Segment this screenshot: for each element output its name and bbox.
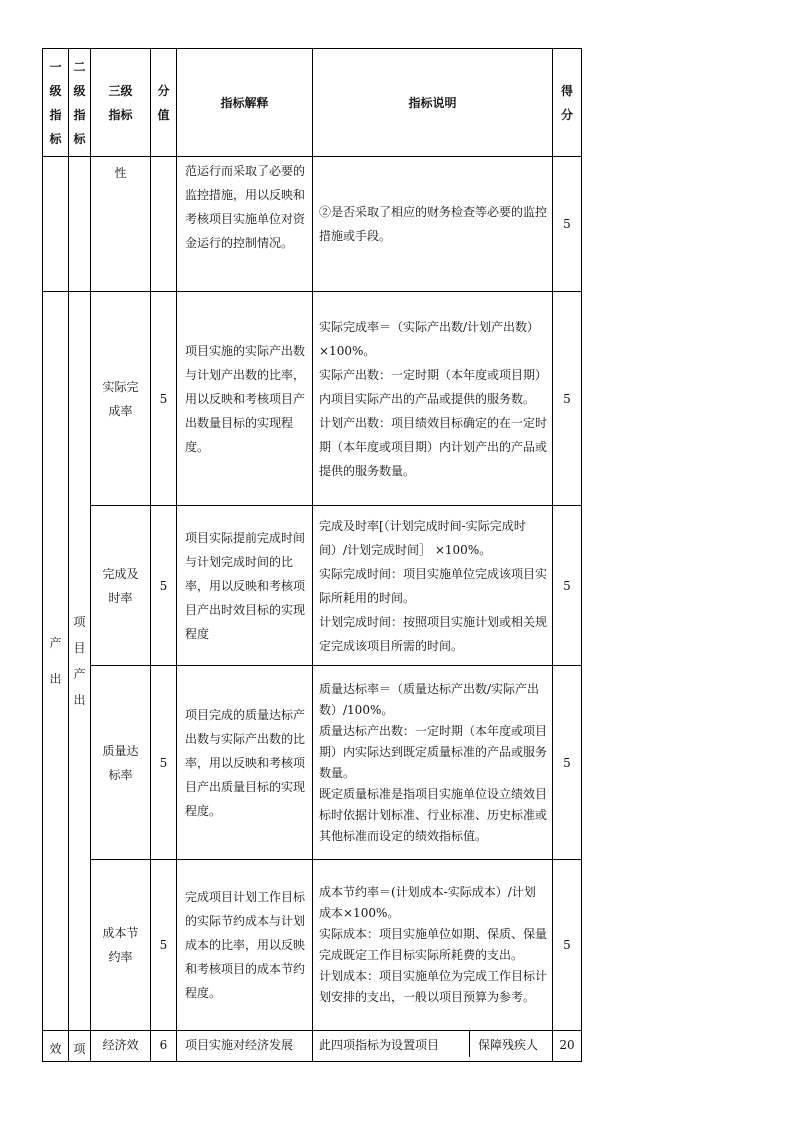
explanation-cell: 项目实际提前完成时间与计划完成时间的比率，用以反映和考核项目产出时效目标的实现程度 — [177, 506, 313, 666]
header-level2: 二级指标 — [69, 49, 91, 157]
score-cell: 5 — [553, 666, 582, 860]
description-part-a: 此四项指标为设置项目 — [313, 1031, 470, 1057]
points-cell — [151, 157, 177, 292]
description-cell: ②是否采取了相应的财务检查等必要的监控措施或手段。 — [313, 157, 553, 292]
explanation-cell: 项目实施的实际产出数与计划产出数的比率，用以反映和考核项目产出数量目标的实现程度。 — [177, 292, 313, 506]
score-cell: 5 — [553, 506, 582, 666]
indicator-table — [42, 48, 582, 1062]
header-row — [43, 49, 582, 157]
header-level3: 三级指标 — [91, 49, 151, 157]
level2-cell: 项目产出 — [69, 292, 91, 1031]
table-row — [43, 506, 582, 666]
level2-cell: 项 — [69, 1031, 91, 1062]
points-cell: 5 — [151, 666, 177, 860]
header-score: 得分 — [553, 49, 582, 157]
explanation-cell: 完成项目计划工作目标的实际节约成本与计划成本的比率，用以反映和考核项目的成本节约程度。 — [177, 860, 313, 1031]
level3-cell: 成本节约率 — [91, 860, 151, 1031]
explanation-cell: 范运行而采取了必要的监控措施，用以反映和考核项目实施单位对资金运行的控制情况。 — [177, 157, 313, 292]
explanation-cell: 项目实施对经济发展 — [177, 1031, 313, 1062]
level3-cell: 经济效 — [91, 1031, 151, 1062]
points-cell: 5 — [151, 860, 177, 1031]
table-row — [43, 860, 582, 1031]
description-cell: 实际完成率＝（实际产出数/计划产出数）×100%。 实际产出数：一定时期（本年度或项目期）内项目实际产出的产品或提供的服务数。 计划产出数：项目绩效目标确定的在一定时期（本年度或项目期）内计划产出的产品或提供的服务数量。 — [313, 292, 553, 506]
description-split — [313, 1031, 552, 1057]
score-cell: 5 — [553, 860, 582, 1031]
level3-cell: 完成及时率 — [91, 506, 151, 666]
description-cell: 成本节约率＝(计划成本-实际成本）/计划成本×100%。 实际成本：项目实施单位如期、保质、保量完成既定工作目标实际所耗费的支出。 计划成本：项目实施单位为完成工作目标计划安排的支出，一般以项目预算为参考。 — [313, 860, 553, 1031]
points-cell: 6 — [151, 1031, 177, 1062]
description-cell — [313, 1031, 553, 1062]
table-row — [43, 1031, 582, 1062]
description-cell: 完成及时率[（计划完成时间-实际完成时间）/计划完成时间］ ×100%。 实际完成时间：项目实施单位完成该项目实际所耗用的时间。 计划完成时间：按照项目实施计划或相关规定完成该项目所需的时间。 — [313, 506, 553, 666]
header-level1: 一级指标 — [43, 49, 69, 157]
level2-cell — [69, 157, 91, 292]
table-row — [43, 157, 582, 292]
points-cell: 5 — [151, 506, 177, 666]
description-cell: 质量达标率＝（质量达标产出数/实际产出数）/100%。 质量达标产出数：一定时期（本年度或项目期）内实际达到既定质量标准的产品或服务数量。 既定质量标准是指项目实施单位设立绩效目标时依据计划标准、行业标准、历史标准或其他标准而设定的绩效指标值。 — [313, 666, 553, 860]
explanation-cell: 项目完成的质量达标产出数与实际产出数的比率，用以反映和考核项目产出质量目标的实现程度。 — [177, 666, 313, 860]
score-cell: 20 — [553, 1031, 582, 1062]
score-cell: 5 — [553, 157, 582, 292]
level3-cell: 质量达标率 — [91, 666, 151, 860]
table-row — [43, 292, 582, 506]
level3-cell: 性 — [91, 157, 151, 292]
points-cell: 5 — [151, 292, 177, 506]
description-part-b: 保障残疾人 — [478, 1038, 539, 1052]
header-explanation: 指标解释 — [177, 49, 313, 157]
level3-cell: 实际完成率 — [91, 292, 151, 506]
header-points: 分值 — [151, 49, 177, 157]
table-row — [43, 666, 582, 860]
level1-cell: 产出 — [43, 292, 69, 1031]
level1-cell: 效 — [43, 1031, 69, 1062]
header-description: 指标说明 — [313, 49, 553, 157]
level1-cell — [43, 157, 69, 292]
score-cell: 5 — [553, 292, 582, 506]
